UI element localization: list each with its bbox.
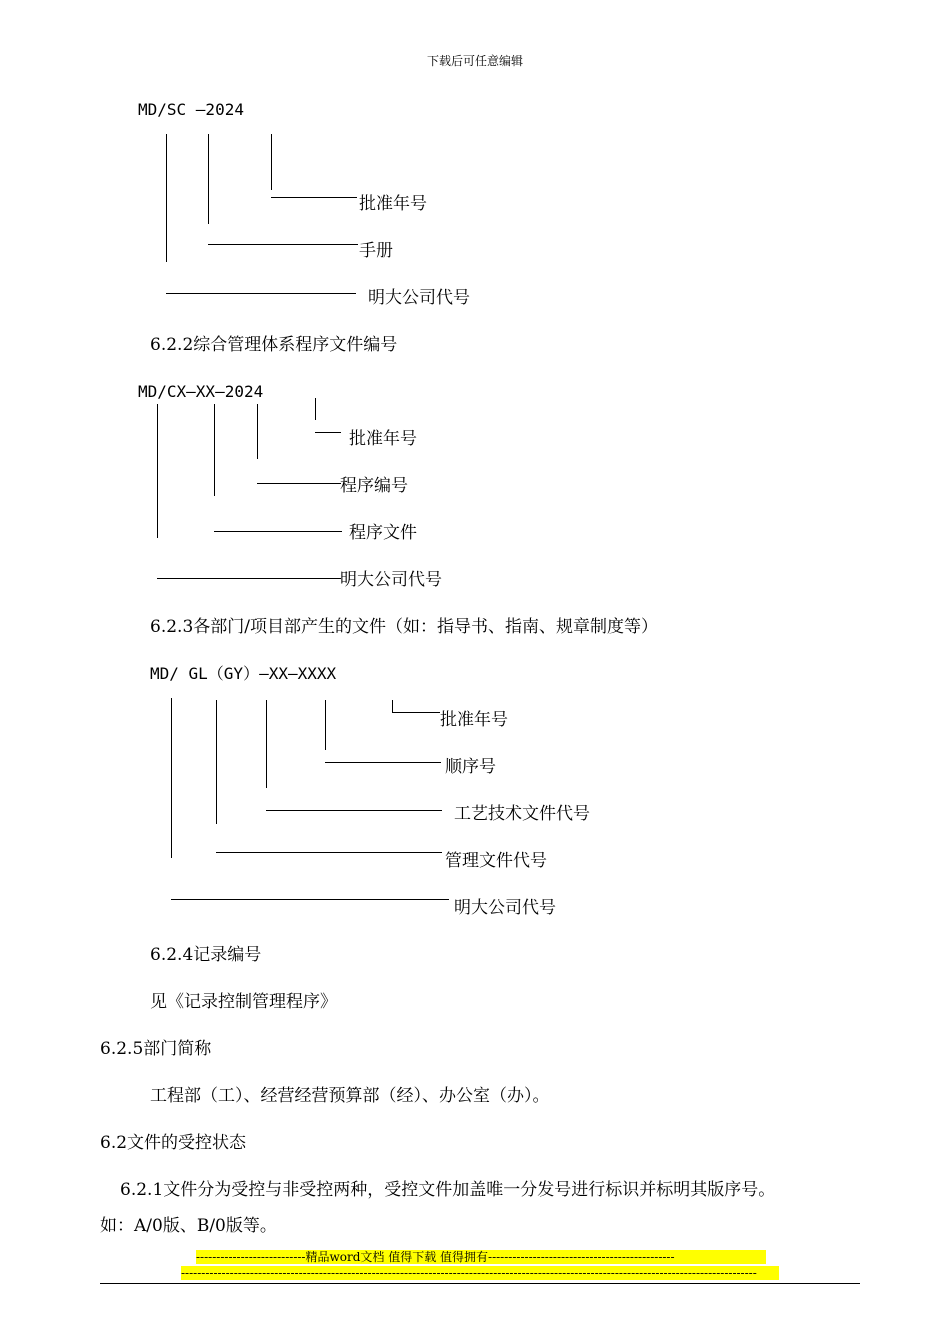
label-company-code: 明大公司代号 (454, 898, 556, 918)
footer-banner: ---------------------------精品word文档 值得下载 值得拥有---------------------------------------------- (196, 1250, 766, 1264)
heading-6-2-2: 6.2.2综合管理体系程序文件编号 (150, 335, 398, 355)
connector-line (315, 432, 341, 433)
connector-line (325, 700, 326, 750)
label-manual: 手册 (359, 241, 393, 261)
heading-6-2-4: 6.2.4记录编号 (150, 945, 262, 965)
department-abbreviations: 工程部（工）、经营经营预算部（经）、办公室（办）。 (150, 1086, 550, 1106)
heading-6-2-3: 6.2.3各部门/项目部产生的文件（如：指导书、指南、规章制度等） (150, 617, 658, 637)
label-company-code: 明大公司代号 (368, 288, 470, 308)
label-procedure-document: 程序文件 (349, 523, 417, 543)
label-sequence-number: 顺序号 (445, 757, 496, 777)
connector-line (325, 762, 441, 763)
connector-line (271, 134, 272, 190)
connector-line (216, 700, 217, 824)
connector-line (257, 483, 341, 484)
page-header: 下载后可任意编辑 (426, 54, 523, 68)
label-process-tech-code: 工艺技术文件代号 (454, 804, 590, 824)
paragraph-line: 6.2.1文件分为受控与非受控两种，受控文件加盖唯一分发号进行标识并标明其版序号。 (120, 1180, 776, 1200)
code-department: MD/ GL（GY）—XX—XXXX (150, 664, 337, 683)
connector-line (208, 134, 209, 224)
label-approval-year: 批准年号 (440, 710, 508, 730)
connector-line (266, 810, 442, 811)
label-procedure-number: 程序编号 (340, 476, 408, 496)
paragraph-line: 如：A/0版、B/0版等。 (100, 1216, 277, 1236)
connector-line (266, 700, 267, 788)
heading-6-2: 6.2文件的受控状态 (100, 1133, 247, 1153)
connector-line (216, 852, 442, 853)
code-procedure: MD/CX—XX—2024 (138, 382, 264, 401)
label-approval-year: 批准年号 (349, 429, 417, 449)
code-manual: MD/SC —2024 (138, 100, 244, 119)
footer-banner-dashes: ---------------------------------------------------------------------------------------------------------------------------------------------- (181, 1266, 779, 1280)
connector-line (271, 197, 357, 198)
connector-line (208, 244, 358, 245)
connector-line (392, 700, 393, 712)
connector-line (214, 531, 342, 532)
label-management-doc-code: 管理文件代号 (445, 851, 547, 871)
connector-line (171, 899, 449, 900)
connector-line (166, 134, 167, 262)
record-reference: 见《记录控制管理程序》 (150, 992, 337, 1012)
label-company-code: 明大公司代号 (340, 570, 442, 590)
connector-line (392, 712, 440, 713)
heading-6-2-5: 6.2.5部门简称 (100, 1039, 212, 1059)
connector-line (166, 293, 356, 294)
connector-line (214, 404, 215, 496)
connector-line (157, 404, 158, 538)
label-approval-year: 批准年号 (359, 194, 427, 214)
connector-line (171, 698, 172, 858)
connector-line (157, 578, 341, 579)
connector-line (315, 398, 316, 420)
footer-rule (100, 1283, 860, 1284)
connector-line (257, 404, 258, 459)
